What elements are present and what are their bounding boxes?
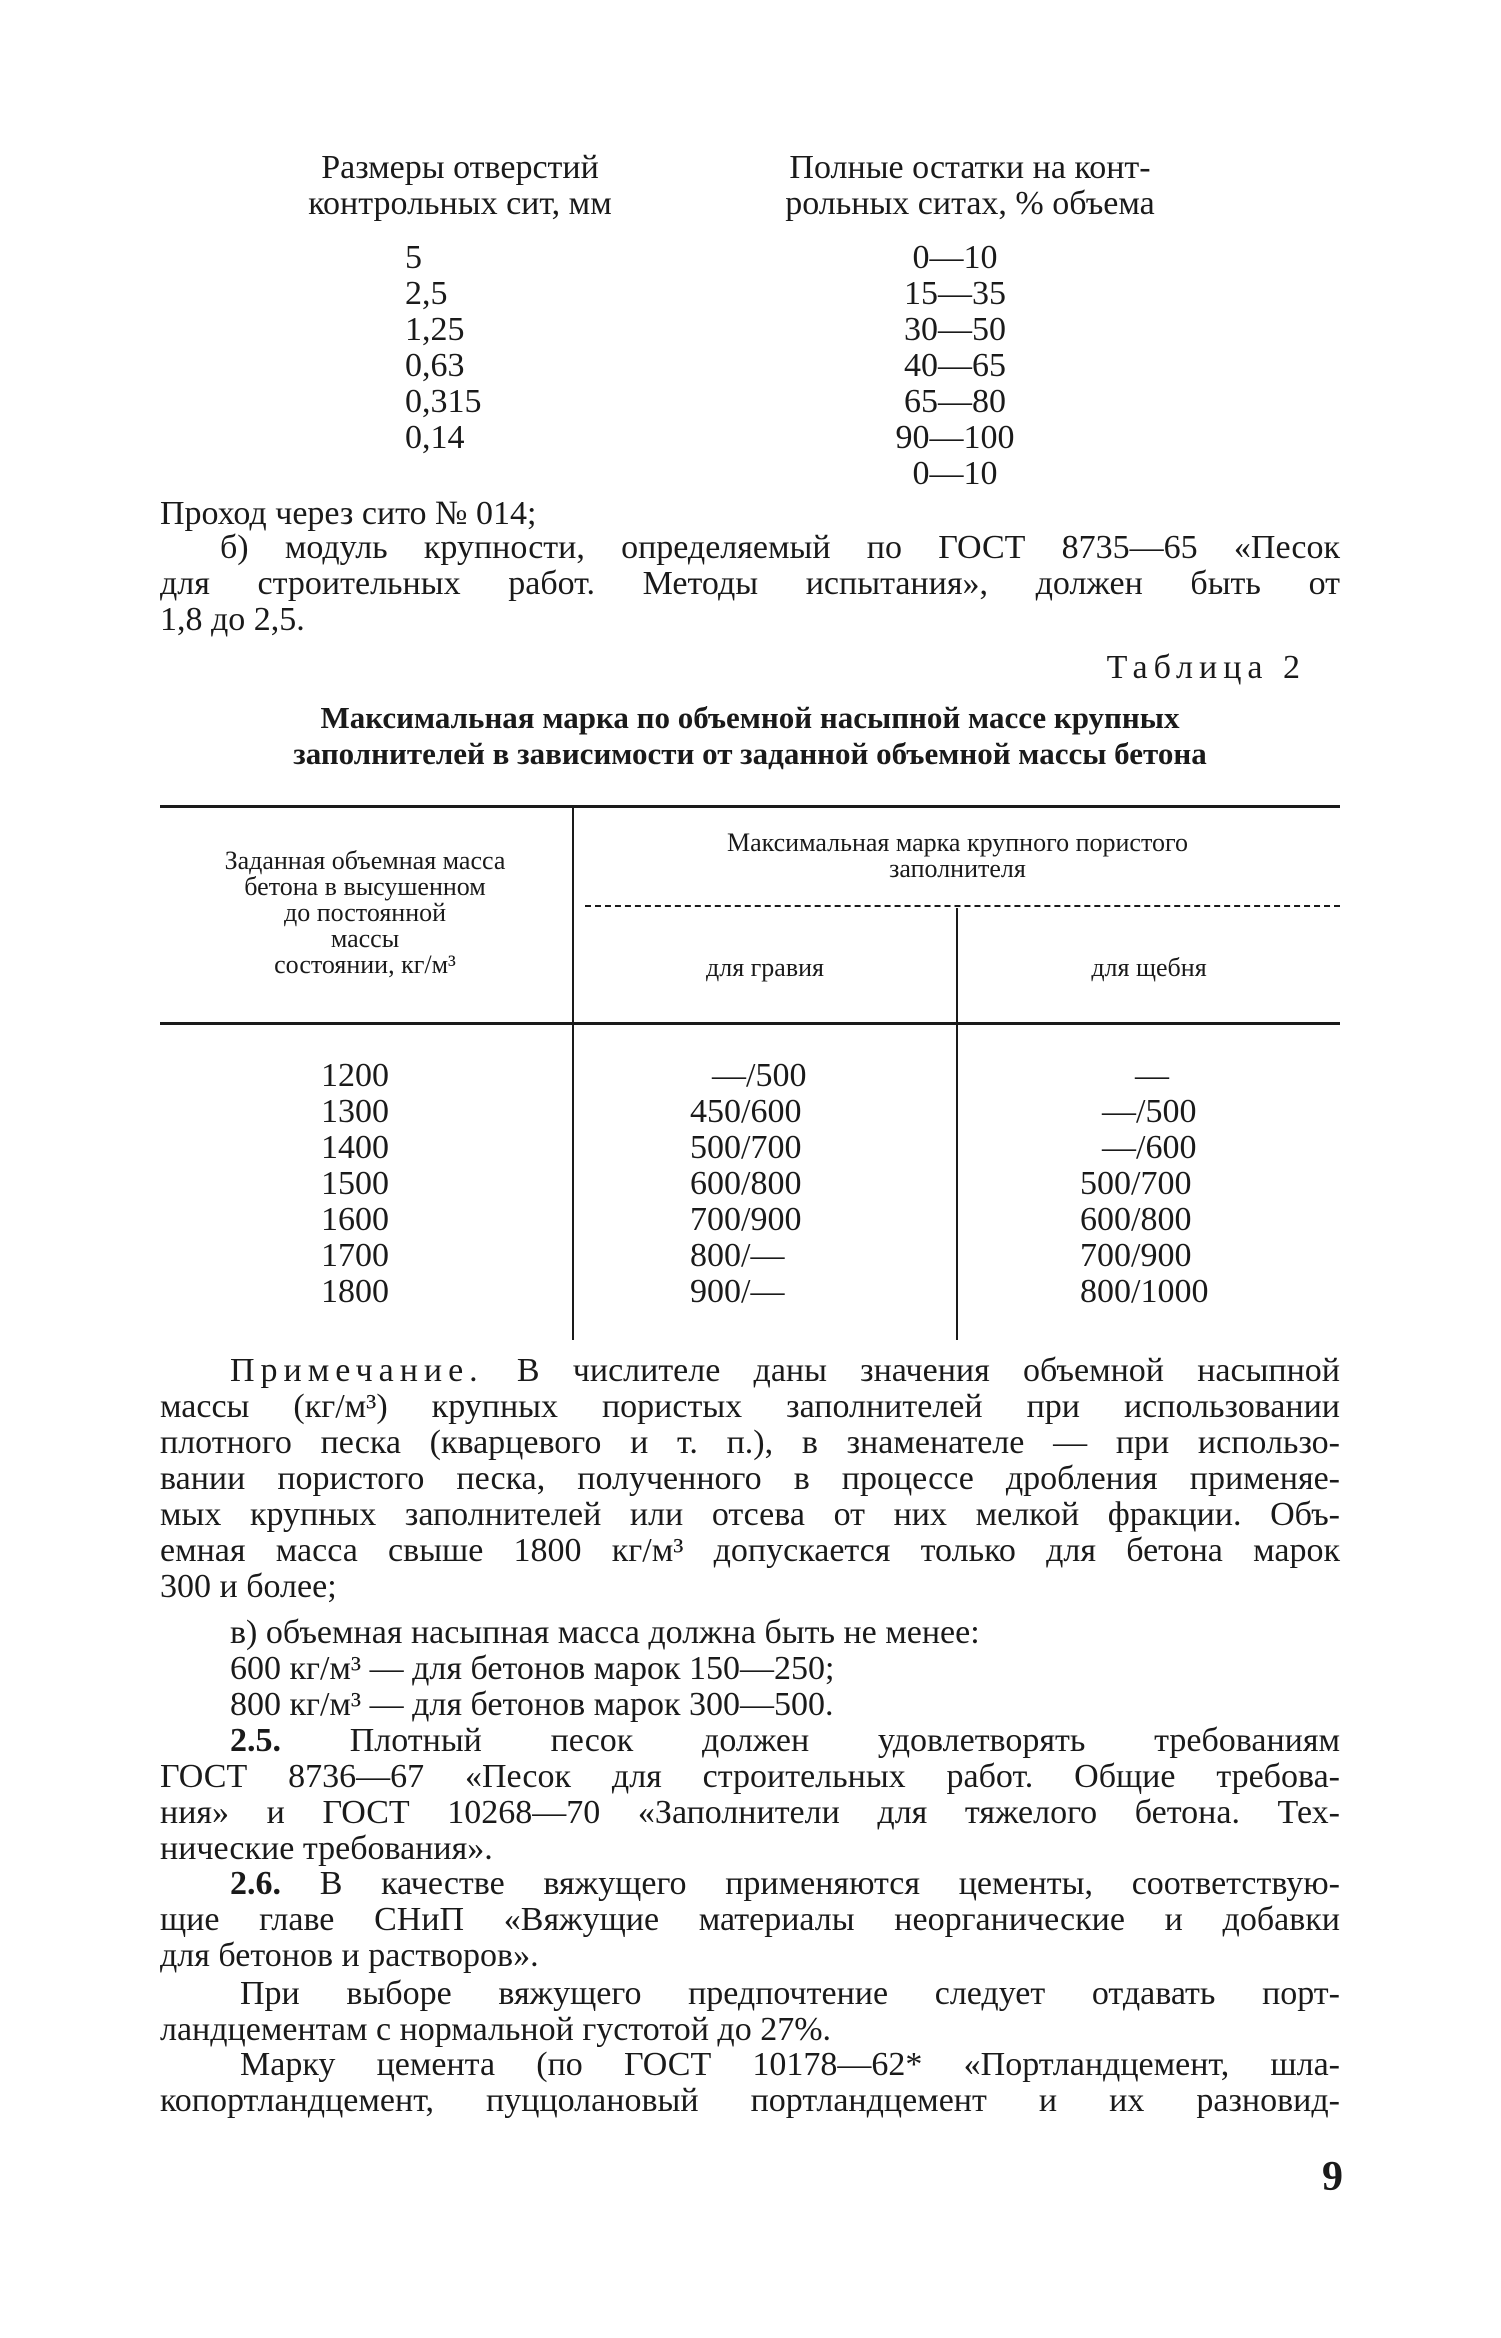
gravel-cell: 600/800 — [690, 1165, 802, 1202]
sieve-header-right — [730, 150, 1210, 222]
section-2-5-line: нические требования». — [160, 1830, 493, 1867]
density-cell: 1700 — [321, 1237, 389, 1274]
crushed-cell: 600/800 — [1080, 1201, 1192, 1238]
sieve-residue: 65—80 — [904, 383, 1006, 420]
density-cell: 1500 — [321, 1165, 389, 1202]
table2-gravel-column — [690, 1058, 860, 1310]
section-2-5-line: ния» и ГОСТ 10268—70 «Заполнители для тяжелого бетона. Тех- — [160, 1794, 1340, 1831]
note-line: вании пористого песка, полученного в процессе дробления применяе- — [160, 1460, 1340, 1497]
para-binder-line1: При выборе вяжущего предпочтение следует отдавать порт- — [240, 1975, 1340, 2012]
note-line1-text: В числителе даны значения объемной насыпной — [483, 1352, 1340, 1389]
section-2-6-line: для бетонов и растворов». — [160, 1937, 539, 1974]
item-v-line2: 600 кг/м³ — для бетонов марок 150—250; — [230, 1650, 835, 1687]
section-2-5-line1 — [160, 1723, 1340, 1759]
para-binder — [160, 1976, 1340, 2048]
density-cell: 1200 — [321, 1057, 389, 1094]
sieve-header-right-line2: рольных ситах, % объема — [785, 185, 1155, 222]
sieve-residue: 0—10 — [912, 455, 998, 492]
table2-col1-header — [160, 848, 570, 978]
gravel-cell: 700/900 — [690, 1201, 802, 1238]
note-line: 300 и более; — [160, 1568, 337, 1605]
sieve-size: 5 — [405, 239, 422, 276]
item-v — [230, 1615, 980, 1723]
sieve-size: 0,14 — [405, 419, 465, 456]
sieve-size: 2,5 — [405, 275, 448, 312]
crushed-cell: 700/900 — [1080, 1237, 1192, 1274]
para-cement — [160, 2047, 1340, 2119]
section-2-5-line1-text: Плотный песок должен удовлетворять требованиям — [281, 1722, 1340, 1759]
gravel-cell: 500/700 — [690, 1129, 802, 1166]
table2-title — [160, 700, 1340, 772]
sieve-size: 1,25 — [405, 311, 465, 348]
section-2-5-line: ГОСТ 8736—67 «Песок для строительных работ. Общие требова- — [160, 1758, 1340, 1795]
note-line: мых крупных заполнителей или отсева от них мелкой фракции. Объ- — [160, 1496, 1340, 1533]
table2-vline-1 — [572, 805, 574, 1340]
gravel-cell: 900/— — [690, 1273, 785, 1310]
table2-col2-header: для гравия — [705, 953, 824, 982]
section-2-6 — [160, 1866, 1340, 1974]
note-line: плотного песка (кварцевого и т. п.), в знаменателе — при использо- — [160, 1424, 1340, 1461]
para-cement-line1: Марку цемента (по ГОСТ 10178—62* «Портландцемент, шла- — [240, 2046, 1340, 2083]
crushed-cell: — — [1135, 1057, 1169, 1094]
col1-header-line: до постоянной — [283, 898, 447, 927]
table2-title-line1: Максимальная марка по объемной насыпной массе крупных — [320, 700, 1180, 735]
sieve-residue: 15—35 — [904, 275, 1006, 312]
sieve-header-left — [240, 150, 680, 222]
section-2-6-line1 — [160, 1866, 1340, 1902]
page-number: 9 — [1322, 2154, 1343, 2200]
sieve-header-left-line2: контрольных сит, мм — [308, 185, 612, 222]
table2-header-rule — [160, 1022, 1340, 1025]
section-2-6-line: щие главе СНиП «Вяжущие материалы неорганические и добавки — [160, 1901, 1340, 1938]
table2-title-line2: заполнителей в зависимости от заданной объемной массы бетона — [293, 736, 1207, 771]
sieve-size: 0,63 — [405, 347, 465, 384]
para-binder-line2: ландцементам с нормальной густотой до 27%. — [160, 2011, 832, 2048]
density-cell: 1400 — [321, 1129, 389, 1166]
table2-density-column — [300, 1058, 410, 1310]
crushed-cell: 500/700 — [1080, 1165, 1192, 1202]
pass-line: Проход через сито № 014; — [160, 495, 537, 532]
table2-label: Таблица 2 — [1106, 649, 1306, 686]
density-cell: 1800 — [321, 1273, 389, 1310]
col1-header-line: Заданная объемная масса — [224, 846, 506, 875]
gravel-cell: 450/600 — [690, 1093, 802, 1130]
group-header-line1: Максимальная марка крупного пористого — [726, 828, 1189, 857]
note-line: емная масса свыше 1800 кг/м³ допускается только для бетона марок — [160, 1532, 1340, 1569]
section-2-5-number: 2.5. — [230, 1722, 281, 1759]
table2-group-header — [575, 830, 1340, 882]
item-v-line3: 800 кг/м³ — для бетонов марок 300—500. — [230, 1686, 834, 1723]
item-b-line2: для строительных работ. Методы испытания», должен быть от — [160, 565, 1340, 602]
density-cell: 1600 — [321, 1201, 389, 1238]
sieve-residues-column — [885, 240, 1025, 492]
crushed-cell: —/500 — [1102, 1093, 1197, 1130]
table2-col3-header: для щебня — [1091, 953, 1207, 982]
sieve-residue: 30—50 — [904, 311, 1006, 348]
density-cell: 1300 — [321, 1093, 389, 1130]
item-v-line1: в) объемная насыпная масса должна быть не менее: — [230, 1614, 980, 1651]
col1-header-line: бетона в высушенном — [244, 872, 486, 901]
table2-group-rule — [585, 905, 1340, 907]
item-b — [160, 530, 1340, 638]
sieve-header-left-line1: Размеры отверстий — [321, 149, 599, 186]
section-2-5 — [160, 1723, 1340, 1867]
note — [160, 1353, 1340, 1605]
crushed-cell: —/600 — [1102, 1129, 1197, 1166]
group-header-line2: заполнителя — [889, 854, 1026, 883]
sieve-residue: 40—65 — [904, 347, 1006, 384]
item-b-line3: 1,8 до 2,5. — [160, 601, 305, 638]
col1-header-line: массы — [330, 924, 400, 953]
sieve-residue: 0—10 — [912, 239, 998, 276]
table2-crushed-column — [1080, 1058, 1250, 1310]
sieve-sizes-column — [405, 240, 482, 456]
note-line1 — [160, 1353, 1340, 1389]
gravel-cell: 800/— — [690, 1237, 785, 1274]
crushed-cell: 800/1000 — [1080, 1273, 1209, 1310]
table2-top-rule — [160, 805, 1340, 808]
note-label: Примечание. — [230, 1352, 484, 1389]
sieve-header-right-line1: Полные остатки на конт- — [789, 149, 1151, 186]
note-line: массы (кг/м³) крупных пористых заполнителей при использовании — [160, 1388, 1340, 1425]
section-2-6-number: 2.6. — [230, 1865, 281, 1902]
item-b-line1: б) модуль крупности, определяемый по ГОСТ 8735—65 «Песок — [220, 529, 1340, 566]
gravel-cell: —/500 — [712, 1057, 807, 1094]
sieve-size: 0,315 — [405, 383, 482, 420]
sieve-residue: 90—100 — [895, 419, 1015, 456]
para-cement-line2: копортландцемент, пуццолановый портландцемент и их разновид- — [160, 2082, 1340, 2119]
section-2-6-line1-text: В качестве вяжущего применяются цементы, соответствую- — [281, 1865, 1340, 1902]
col1-header-line: состоянии, кг/м³ — [274, 950, 456, 979]
